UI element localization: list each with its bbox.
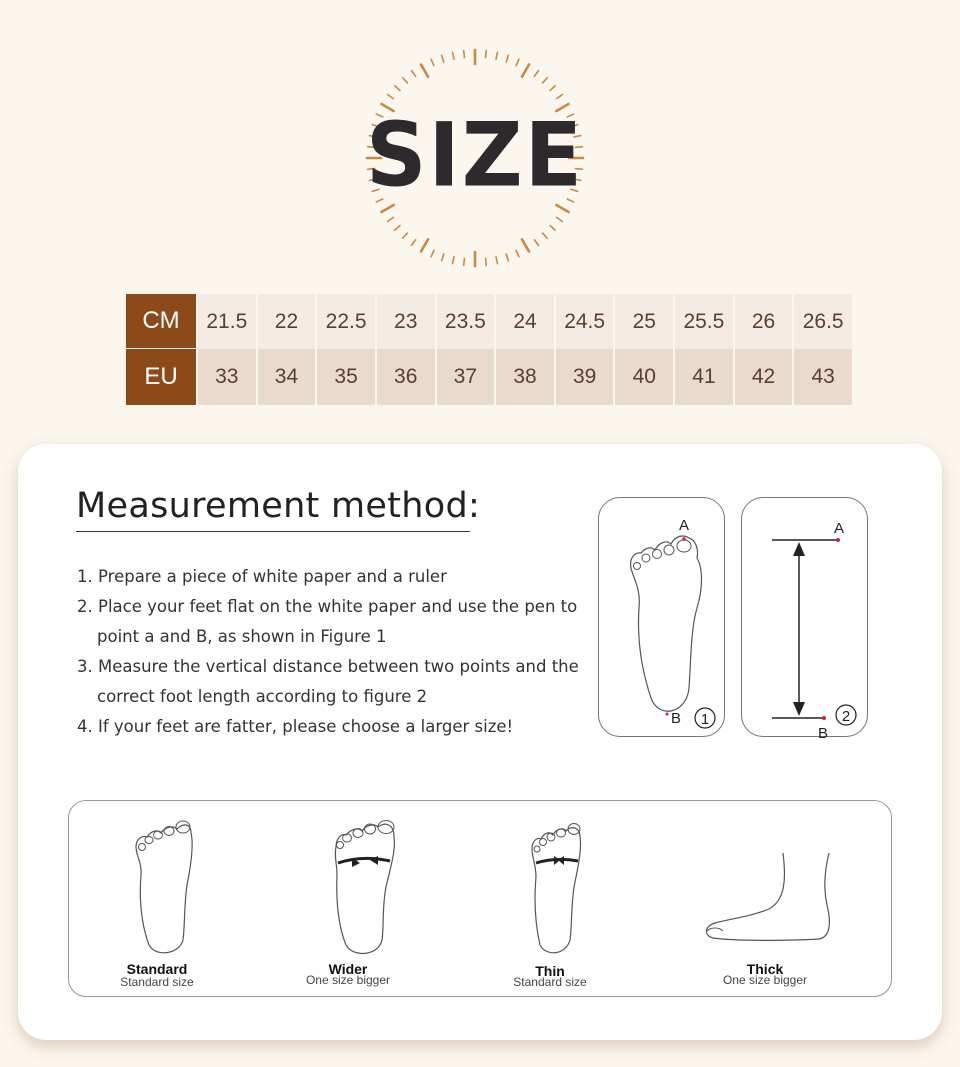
ring-tick [496, 257, 497, 264]
ring-tick [442, 254, 444, 261]
foot-type-standard [57, 805, 257, 995]
foot-type-name: Standard [126, 961, 188, 977]
cm-cell: 23.5 [437, 294, 495, 349]
cm-cell: 25.5 [675, 294, 733, 349]
eu-cell: 39 [556, 349, 614, 405]
ruler-diagram-icon [742, 498, 869, 738]
foot-type-sub: Standard size [120, 975, 194, 989]
ring-tick [388, 217, 394, 221]
eu-cell: 35 [317, 349, 375, 405]
ring-tick [453, 52, 454, 59]
ring-tick [522, 64, 529, 76]
ring-tick [403, 233, 408, 238]
ring-tick [543, 233, 548, 238]
measurement-steps [77, 562, 577, 742]
ring-tick [543, 78, 548, 83]
ring-tick [486, 51, 487, 58]
ring-tick [516, 59, 519, 65]
eu-row-header: EU [126, 349, 196, 405]
figure-1-foot-outline [598, 497, 725, 737]
cm-cell: 26.5 [794, 294, 852, 349]
foot-type-sub: One size bigger [722, 973, 808, 987]
cm-cell: 23 [377, 294, 435, 349]
standard-foot-icon [57, 805, 257, 960]
ring-tick [534, 240, 538, 246]
ring-tick [506, 254, 508, 261]
foot-type-wider [248, 805, 448, 995]
step-item [77, 652, 577, 712]
step-text-continued: correct foot length according to figure 2 [97, 687, 428, 706]
foot-type-sub: Standard size [513, 975, 587, 989]
step-item [77, 562, 577, 592]
ring-tick [522, 239, 529, 251]
eu-cell: 42 [735, 349, 793, 405]
cm-cell: 22 [258, 294, 316, 349]
point-b-marker [666, 713, 669, 716]
ring-tick [534, 71, 538, 77]
foot-type-name: Thin [535, 963, 565, 979]
ring-tick [557, 217, 563, 221]
step-item [77, 592, 577, 652]
ring-tick [464, 258, 465, 265]
ring-tick [557, 95, 563, 99]
step-text: 4. If your feet are fatter, please choose a larger size! [77, 717, 514, 736]
ring-tick [403, 78, 408, 83]
thick-foot-side-icon [665, 805, 865, 960]
cm-cell: 22.5 [317, 294, 375, 349]
size-title: SIZE [365, 103, 585, 207]
thin-foot-icon [450, 805, 650, 960]
cm-cell: 25 [615, 294, 673, 349]
ring-tick [395, 86, 400, 91]
eu-cell: 41 [675, 349, 733, 405]
cm-cell: 21.5 [198, 294, 256, 349]
ring-tick [388, 95, 394, 99]
foot-type-thin [450, 805, 650, 995]
measurement-title: Measurement method: [76, 486, 481, 526]
point-b-label: B [671, 710, 682, 727]
cm-cell: 26 [735, 294, 793, 349]
point-a-label: A [834, 520, 845, 537]
ring-tick [412, 71, 416, 77]
figure-number: 2 [841, 708, 851, 725]
ring-tick [550, 226, 555, 231]
point-b-label: B [818, 725, 829, 738]
step-text: 3. Measure the vertical distance between two points and the [77, 657, 579, 676]
eu-cell: 36 [377, 349, 435, 405]
foot-type-name: Thick [746, 961, 784, 977]
figure-2-measurement [741, 497, 868, 737]
ring-tick [431, 250, 434, 256]
step-text: 2. Place your feet flat on the white paper and use the pen to [77, 597, 578, 616]
figure-number: 1 [700, 711, 710, 728]
step-text-continued: point a and B, as shown in Figure 1 [97, 627, 387, 646]
ring-tick [412, 240, 416, 246]
cm-cell: 24 [496, 294, 554, 349]
foot-type-sub: One size bigger [305, 973, 391, 987]
eu-cell: 43 [794, 349, 852, 405]
eu-cell: 34 [258, 349, 316, 405]
foot-type-thick [665, 805, 865, 995]
ring-tick [395, 226, 400, 231]
eu-cell: 38 [496, 349, 554, 405]
point-a-label: A [679, 517, 690, 534]
eu-cell: 40 [615, 349, 673, 405]
ring-tick [486, 258, 487, 265]
cm-row-header: CM [126, 294, 196, 349]
foot-top-icon [599, 498, 726, 738]
eu-cell: 37 [437, 349, 495, 405]
ring-tick [453, 257, 454, 264]
ring-tick [421, 64, 428, 76]
point-b-marker [822, 716, 826, 720]
step-item [77, 712, 577, 742]
ring-tick [516, 250, 519, 256]
foot-type-name: Wider [328, 961, 368, 977]
eu-cell: 33 [198, 349, 256, 405]
ring-tick [464, 51, 465, 58]
size-table [126, 294, 852, 405]
ring-tick [431, 59, 434, 65]
point-a-marker [836, 538, 840, 542]
wider-foot-icon [248, 805, 448, 960]
title-underline [76, 531, 470, 532]
cm-cell: 24.5 [556, 294, 614, 349]
ring-tick [496, 52, 497, 59]
point-a-marker [682, 537, 686, 541]
ring-tick [550, 86, 555, 91]
ring-tick [421, 239, 428, 251]
step-text: 1. Prepare a piece of white paper and a ruler [77, 567, 447, 586]
ring-tick [442, 55, 444, 62]
ring-tick [506, 55, 508, 62]
